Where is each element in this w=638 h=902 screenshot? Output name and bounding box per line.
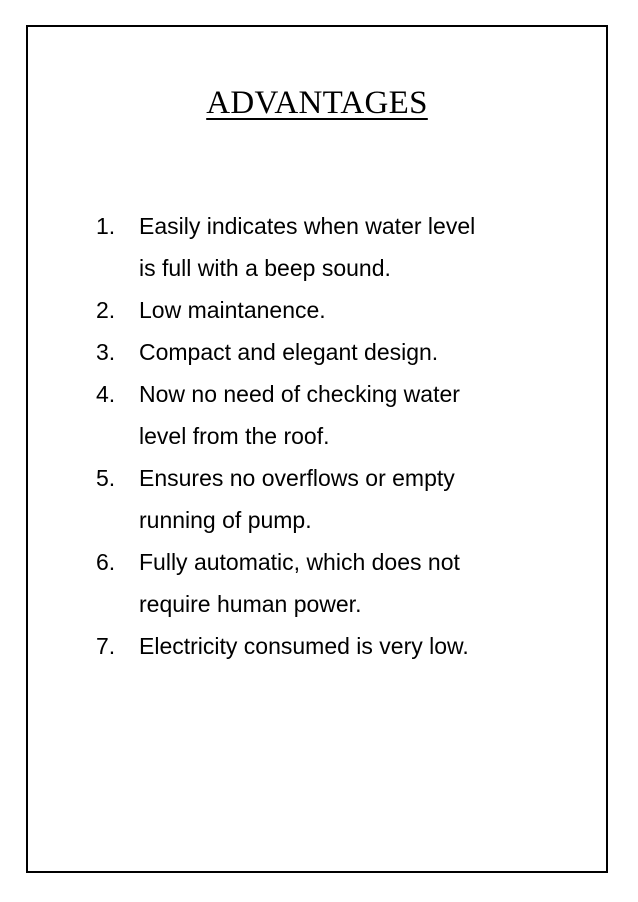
list-item-text: Ensures no overflows or empty running of pump. [139, 465, 455, 533]
list-item-number: 3. [96, 339, 116, 365]
list-item [96, 331, 559, 373]
list-item-text: Electricity consumed is very low. [139, 633, 469, 659]
page-title: ADVANTAGES [206, 85, 428, 121]
list-item-number: 1. [96, 213, 116, 239]
list-item-number: 7. [96, 633, 116, 659]
list-item-number: 2. [96, 297, 116, 323]
list-item [96, 625, 559, 667]
list-item-text: Easily indicates when water level is full with a beep sound. [139, 213, 476, 281]
advantages-list [96, 205, 559, 667]
list-item-text: Compact and elegant design. [139, 339, 439, 365]
list-item-text: Low maintanence. [139, 297, 326, 323]
list-item [96, 541, 559, 625]
list-item-number: 4. [96, 381, 116, 407]
list-item-number: 6. [96, 549, 116, 575]
list-item [96, 373, 559, 457]
list-item-text: Now no need of checking water level from the roof. [139, 381, 460, 449]
list-item [96, 205, 559, 289]
page-border [26, 25, 608, 873]
list-item [96, 457, 559, 541]
list-item-text: Fully automatic, which does not require human power. [139, 549, 460, 617]
list-item [96, 289, 559, 331]
list-item-number: 5. [96, 465, 116, 491]
